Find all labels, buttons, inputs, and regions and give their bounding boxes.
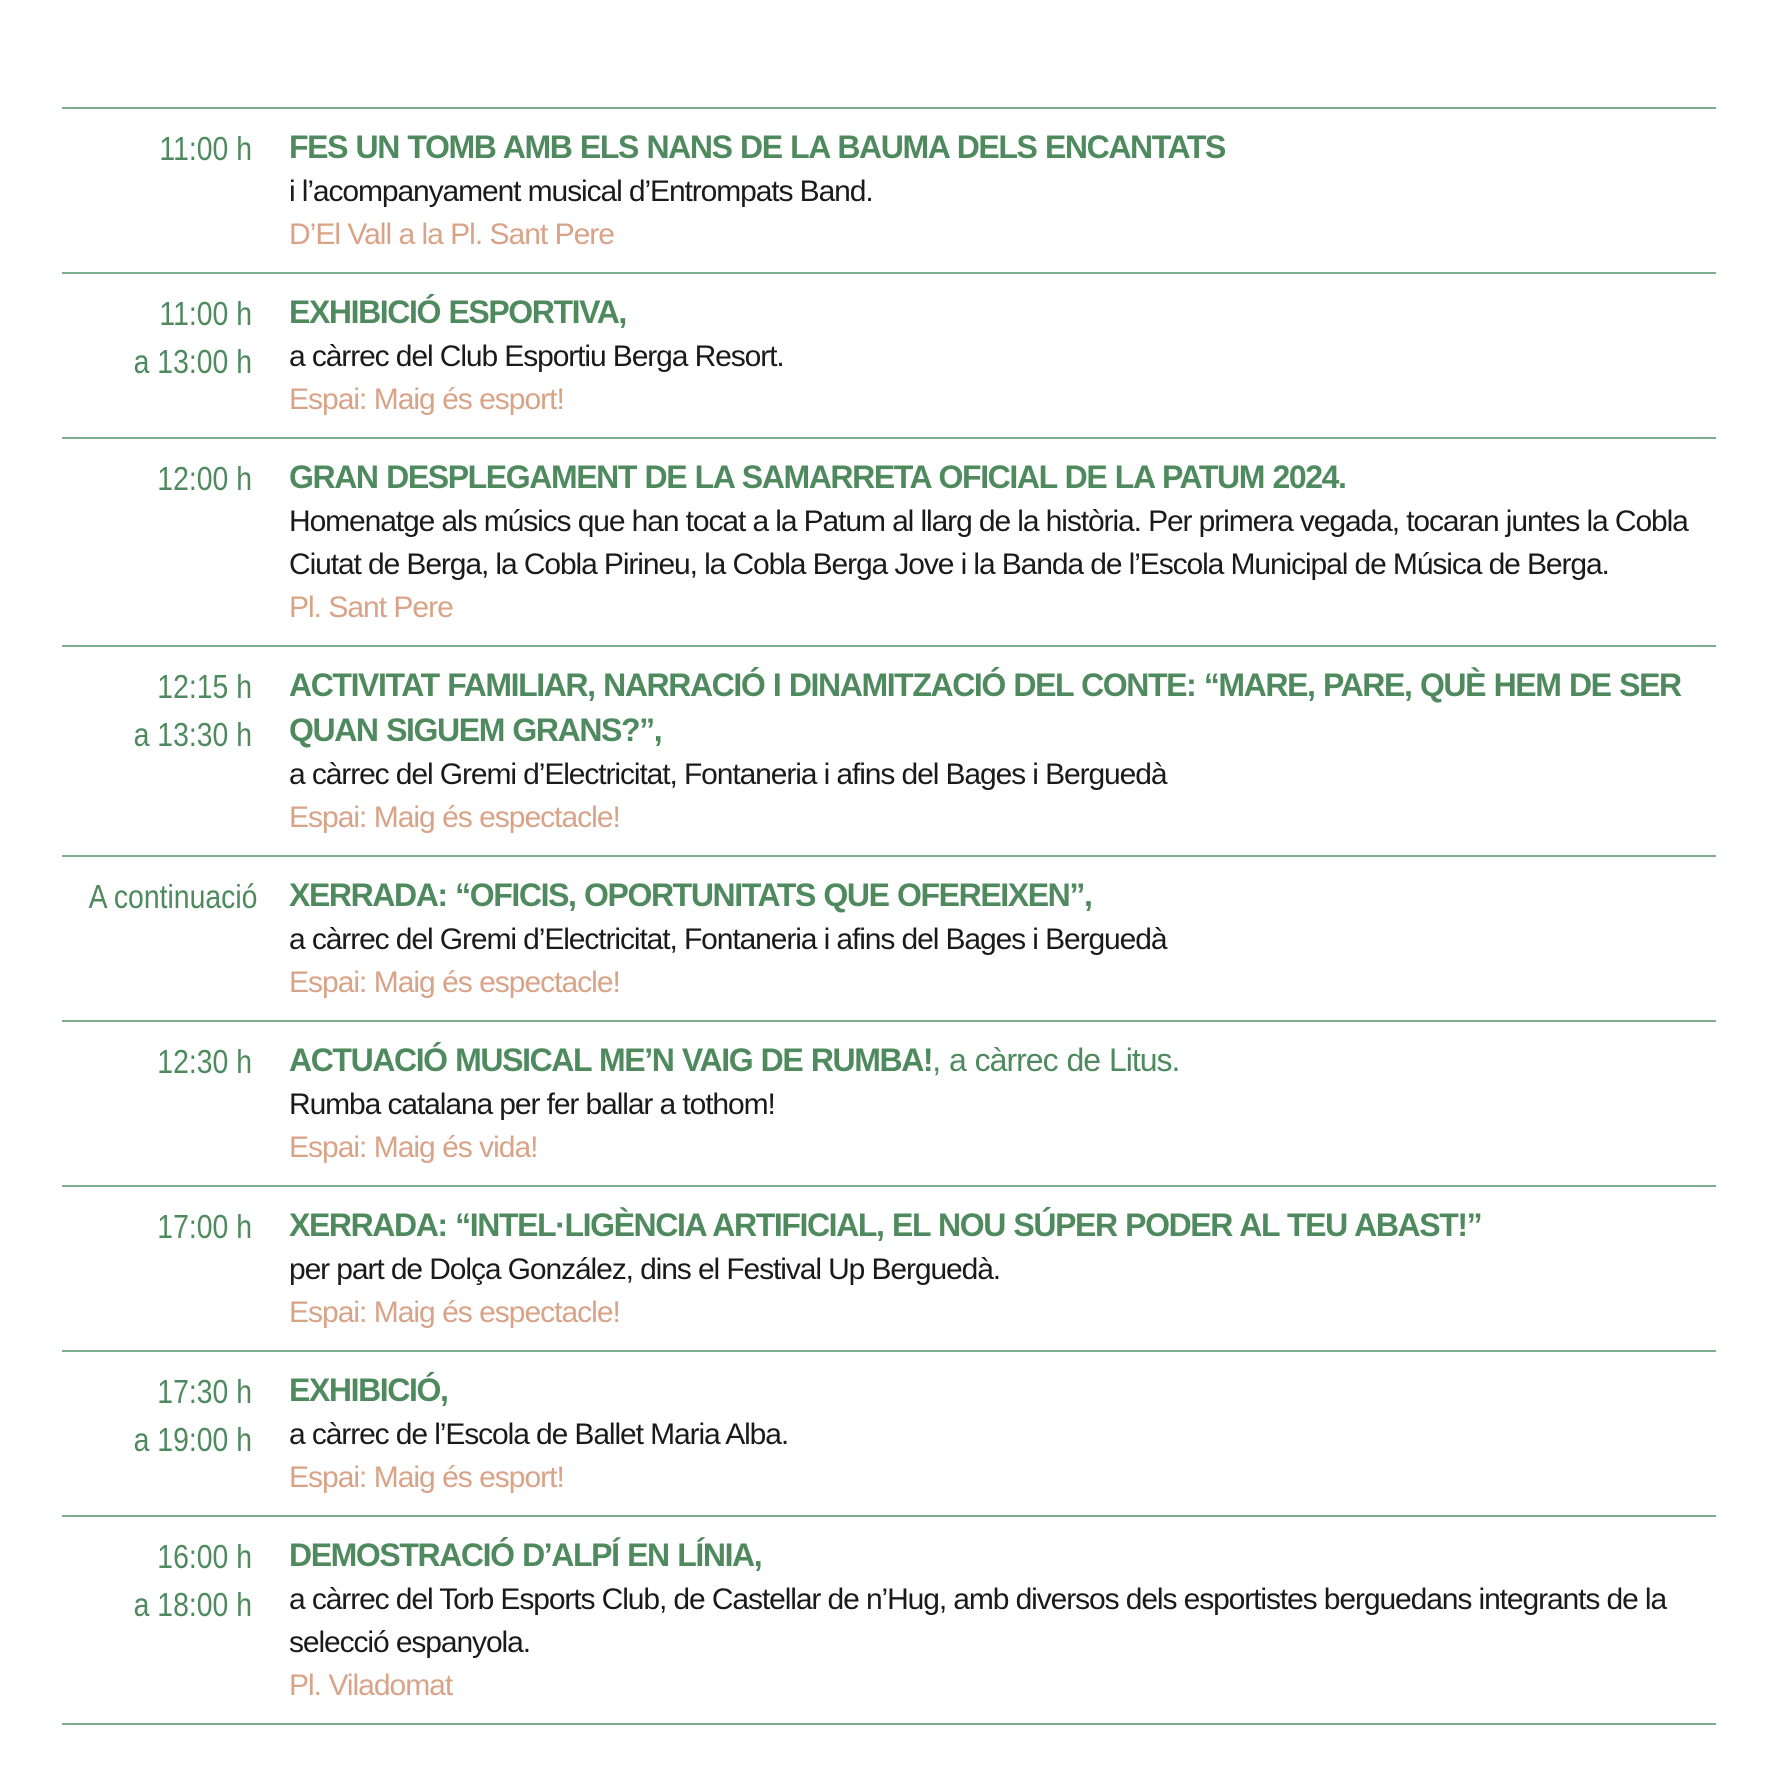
event-description: a càrrec del Club Esportiu Berga Resort.	[289, 340, 784, 373]
event-description: Rumba catalana per fer ballar a tothom!	[289, 1088, 775, 1121]
event-place: Espai: Maig és vida!	[289, 1131, 538, 1164]
event-place: D’El Vall a la Pl. Sant Pere	[289, 218, 614, 251]
event-time-start: A continuació	[88, 878, 258, 915]
event-row	[62, 439, 1716, 647]
event-place: Espai: Maig és espectacle!	[289, 1296, 620, 1329]
event-time	[89, 290, 252, 421]
event-time	[89, 455, 252, 629]
event-place: Pl. Viladomat	[289, 1669, 453, 1702]
event-row	[62, 1517, 1716, 1725]
event-time	[89, 1038, 252, 1169]
event-title	[289, 125, 1716, 170]
event-row	[62, 857, 1716, 1022]
event-time	[89, 1203, 252, 1334]
event-time-end: a 19:00 h	[133, 1421, 252, 1458]
event-time	[89, 663, 252, 839]
event-title	[289, 455, 1716, 500]
event-content	[289, 125, 1716, 256]
event-row	[62, 647, 1716, 857]
event-content	[289, 663, 1716, 839]
event-content	[289, 1038, 1716, 1169]
event-content	[289, 1533, 1716, 1707]
event-time-start: 11:00 h	[159, 295, 252, 332]
event-place: Pl. Sant Pere	[289, 591, 453, 624]
event-title	[289, 663, 1716, 753]
event-time-start: 12:30 h	[157, 1043, 252, 1080]
event-time-end: a 13:30 h	[133, 716, 252, 753]
event-row	[62, 1352, 1716, 1517]
event-description: i l’acompanyament musical d’Entrompats Band.	[289, 175, 873, 208]
event-time-start: 12:00 h	[157, 460, 252, 497]
event-place: Espai: Maig és espectacle!	[289, 801, 620, 834]
event-description: per part de Dolça González, dins el Festival Up Berguedà.	[289, 1253, 1001, 1286]
event-time-start: 17:30 h	[157, 1373, 252, 1410]
event-place: Espai: Maig és esport!	[289, 383, 564, 416]
event-row	[62, 1187, 1716, 1352]
event-description: a càrrec del Gremi d’Electricitat, Fontaneria i afins del Bages i Berguedà	[289, 758, 1167, 791]
event-time-start: 16:00 h	[157, 1538, 252, 1575]
event-title	[289, 873, 1716, 918]
event-content	[289, 1203, 1716, 1334]
event-description: Homenatge als músics que han tocat a la Patum al llarg de la història. Per primera vegada, tocaran juntes la Cobla Ciutat de Berga, la Cobla Pirineu, la Cobla Berga Jove i la Banda de l’Escola Municipal de Música de Berga.	[289, 505, 1688, 581]
event-content	[289, 873, 1716, 1004]
event-description: a càrrec del Torb Esports Club, de Castellar de n’Hug, amb diversos dels esportistes berguedans integrants de la selecció espanyola.	[289, 1583, 1667, 1659]
event-title-text: EXHIBICIÓ ESPORTIVA,	[289, 294, 626, 330]
event-row	[62, 274, 1716, 439]
event-schedule	[62, 107, 1716, 1725]
event-description: a càrrec de l’Escola de Ballet Maria Alba.	[289, 1418, 789, 1451]
event-content	[289, 455, 1716, 629]
event-title	[289, 1533, 1716, 1578]
event-time	[89, 1533, 252, 1707]
event-title-text: FES UN TOMB AMB ELS NANS DE LA BAUMA DELS ENCANTATS	[289, 129, 1225, 165]
event-place: Espai: Maig és esport!	[289, 1461, 564, 1494]
event-time	[89, 1368, 252, 1499]
event-title-text: ACTIVITAT FAMILIAR, NARRACIÓ I DINAMITZACIÓ DEL CONTE: “MARE, PARE, QUÈ HEM DE SER QUAN SIGUEM GRANS?”,	[289, 667, 1681, 748]
event-time-end: a 18:00 h	[133, 1586, 252, 1623]
event-content	[289, 290, 1716, 421]
event-title-text: EXHIBICIÓ,	[289, 1372, 448, 1408]
event-time-start: 11:00 h	[159, 130, 252, 167]
event-description: a càrrec del Gremi d’Electricitat, Fontaneria i afins del Bages i Berguedà	[289, 923, 1167, 956]
event-time	[88, 873, 258, 1004]
event-time	[89, 125, 252, 256]
event-title-text: ACTUACIÓ MUSICAL ME’N VAIG DE RUMBA!	[289, 1042, 933, 1078]
event-time-end: a 13:00 h	[133, 343, 252, 380]
event-title-text: XERRADA: “OFICIS, OPORTUNITATS QUE OFEREIXEN”,	[289, 877, 1092, 913]
event-row	[62, 109, 1716, 274]
event-content	[289, 1368, 1716, 1499]
event-time-start: 17:00 h	[157, 1208, 252, 1245]
event-time-start: 12:15 h	[157, 668, 252, 705]
event-place: Espai: Maig és espectacle!	[289, 966, 620, 999]
event-title-suffix: , a càrrec de Litus.	[932, 1042, 1180, 1078]
event-title-text: GRAN DESPLEGAMENT DE LA SAMARRETA OFICIAL DE LA PATUM 2024.	[289, 459, 1346, 495]
event-title-text: XERRADA: “INTEL·LIGÈNCIA ARTIFICIAL, EL NOU SÚPER PODER AL TEU ABAST!”	[289, 1207, 1482, 1243]
event-title	[289, 1203, 1716, 1248]
event-row	[62, 1022, 1716, 1187]
event-title	[289, 290, 1716, 335]
event-title	[289, 1368, 1716, 1413]
event-title	[289, 1038, 1716, 1083]
event-title-text: DEMOSTRACIÓ D’ALPÍ EN LÍNIA,	[289, 1537, 762, 1573]
